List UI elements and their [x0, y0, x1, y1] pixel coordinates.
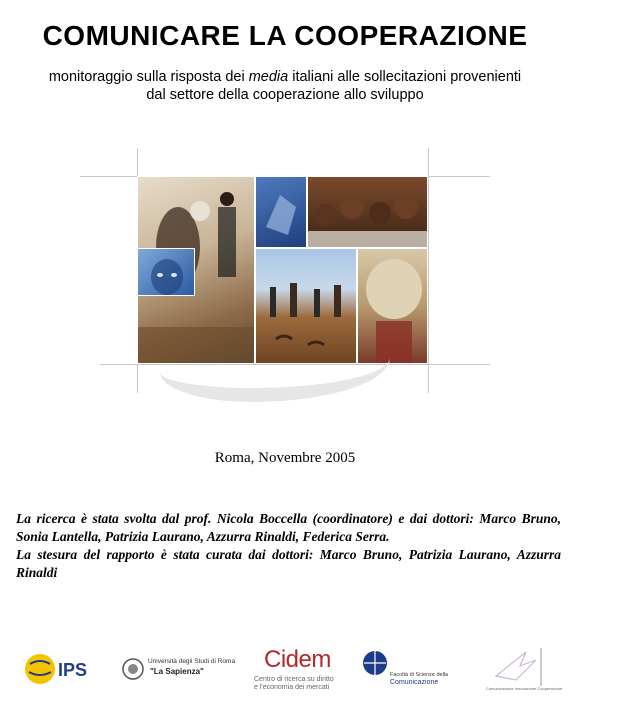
ips-logo — [24, 652, 104, 686]
decorative-swoosh — [160, 328, 390, 402]
sapienza-line2: "La Sapienza" — [150, 667, 204, 676]
document-title: COMUNICARE LA COOPERAZIONE — [42, 20, 528, 51]
photo-children — [307, 176, 428, 248]
children-faces — [308, 177, 428, 248]
ips-text: IPS — [58, 660, 88, 680]
frame-line-right — [428, 148, 429, 393]
photo-blue-object — [255, 176, 307, 248]
blue-object-shape — [256, 177, 307, 248]
dove-icon — [486, 646, 546, 686]
subtitle-part1: monitoraggio sulla risposta dei — [48, 69, 249, 85]
credits-line1: La ricerca è stata svolta dal prof. Nicola Boccella (coordinatore) e dai dottori: Marco Bruno, Sonia Lantella, Patrizia Laurano, Azzurra Rinaldi, Federica Serra. — [16, 511, 561, 544]
facolta-globe-icon — [362, 650, 388, 676]
photo-collage — [80, 148, 500, 408]
sapienza-line1: Università degli Studi di Roma — [148, 658, 236, 665]
cidem-subtitle — [254, 676, 334, 692]
coop-logo — [486, 646, 563, 696]
sapienza-logo — [122, 654, 236, 688]
logos-row — [0, 640, 618, 700]
facolta-line2: Comunicazione — [390, 679, 439, 686]
subtitle-media: media — [248, 69, 289, 85]
coop-text: Comunicazione Innovazione Cooperazione — [486, 686, 563, 691]
cidem-logo — [254, 646, 344, 694]
cidem-sub2: e l'economia dei mercati — [254, 684, 330, 691]
cidem-sub1: Centro di ricerca su diritto — [254, 676, 334, 683]
sapienza-seal-icon — [122, 656, 144, 682]
ips-globe-icon — [24, 652, 104, 686]
credits-line2: La stesura del rapporto è stata curata dai dottori: Marco Bruno, Patrizia Laurano, Azzurra Rinaldi — [16, 547, 561, 580]
facolta-line1: Facoltà di Scienze della — [390, 672, 449, 678]
credits-block — [16, 510, 561, 582]
subtitle-part2: italiani alle sollecitazioni provenienti — [288, 69, 522, 85]
photo-blue-face — [137, 248, 195, 296]
cidem-text: Cidem — [264, 646, 331, 673]
blue-face-shape — [138, 249, 195, 296]
facolta-logo — [362, 650, 452, 694]
subtitle-line2: dal settore della cooperazione allo sviluppo — [146, 87, 424, 103]
place-date: Roma, Novembre 2005 — [214, 450, 356, 466]
document-subtitle — [0, 68, 570, 104]
